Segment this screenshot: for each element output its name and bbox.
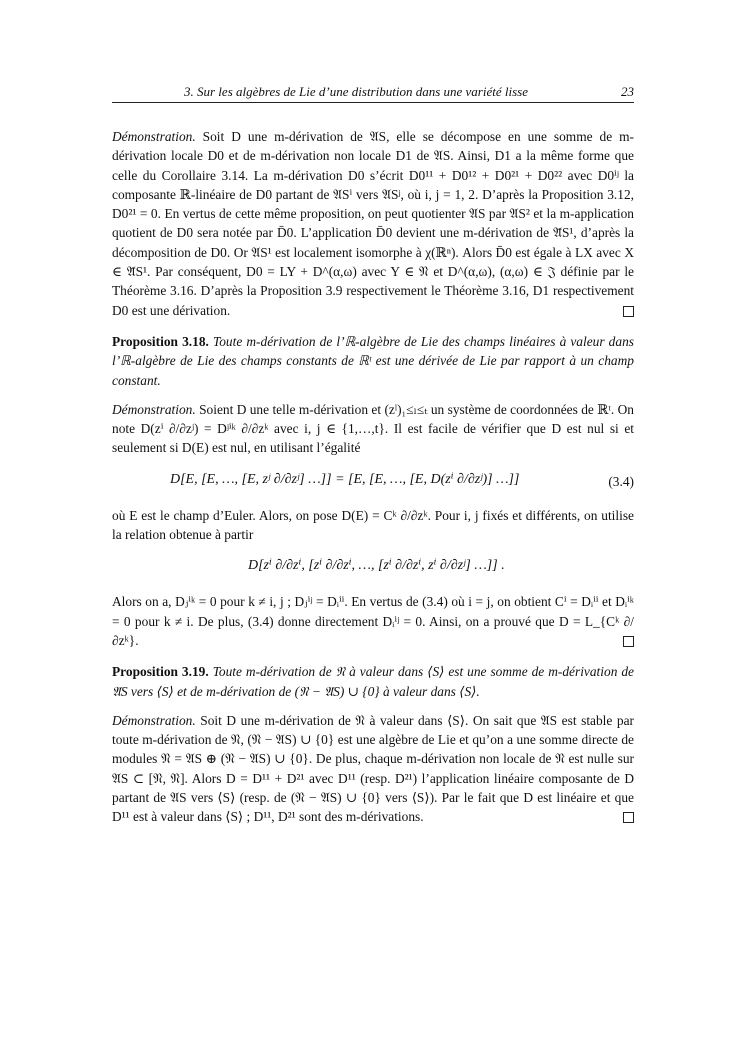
qed-square-icon [623,306,634,317]
qed-square-icon [623,636,634,647]
proof-text-b: où E est le champ d’Euler. Alors, on pose D(E) = Cᵏ ∂/∂zᵏ. Pour i, j fixés et différents, on utilise la relation obtenue à partir [112,507,634,543]
proof-text: Soit D une m-dérivation de 𝔄S, elle se décompose en une somme de m-dérivation locale D0 et de m-dérivation non locale D1 de 𝔄S. Ainsi, D1 a la même forme que celle du Corollaire 3.14. La m-dérivation D0 s’écrit D0¹¹ + D0¹² + D0²¹ + D0²² avec D0ⁱʲ la composante ℝ-linéaire de D0 partant de 𝔄Sⁱ vers 𝔄Sʲ, où i, j = 1, 2. D’après la Proposition 3.12, D0²¹ = 0. En vertus de cette même proposition, on peut quotienter 𝔄S par 𝔄S² et la m-application quotient de D0 sera notée par D̄0. L’application D̄0 devient une m-dérivation de 𝔄̄S¹, d’après la décomposition de D0. Or 𝔄S¹ est localement isomorphe à χ(ℝⁿ). Alors D̄0 est égale à LX avec X ∈ 𝔄̄S¹. Par conséquent, D0 = LY + D^(α,ω) avec Y ∈ 𝔑 et D^(α,ω), (α,ω) ∈ 𝔍 définie par le Théorème 3.16. D’après la Proposition 3.9 respectivement le Théorème 3.16, D1 respectivement D0 est une dérivation. [112,129,634,318]
proof-3 [112,711,634,827]
page [112,82,634,827]
proof-label: Démonstration. [112,712,196,728]
proof-2 [112,400,634,650]
proposition-3-18 [112,332,634,390]
proposition-label: Proposition 3.18. [112,333,209,349]
proposition-3-19 [112,662,634,701]
proof-text: Soit D une m-dérivation de 𝔑 à valeur dans ⟨S⟩. On sait que 𝔄S est stable par toute m-dérivation de 𝔑, (𝔑 − 𝔄S) ∪ {0} est une algèbre de Lie et qu’on a une somme directe de modules 𝔑 = 𝔄S ⊕ (𝔑 − 𝔄S) ∪ {0}. De plus, chaque m-dérivation non locale de 𝔑 est nulle sur 𝔄S ⊂ [𝔑, 𝔑]. Alors D = D¹¹ + D²¹ avec D¹¹ (resp. D²¹) l’application linéaire composante de D partant de 𝔄S vers ⟨S⟩ (resp. de (𝔑 − 𝔄S) ∪ {0} vers ⟨S⟩). Par le fait que D est linéaire et que D¹¹ est à valeur dans ⟨S⟩ ; D¹¹, D²¹ sont des m-dérivations. [112,712,634,825]
equation-body: D[zⁱ ∂/∂zⁱ, [zⁱ ∂/∂zⁱ, …, [zⁱ ∂/∂zⁱ, zⁱ ∂/∂zʲ] …]] . [248,558,505,574]
proof-text-c: Alors on a, Dⱼⁱᵏ = 0 pour k ≠ i, j ; Dⱼⁱʲ = Dᵢⁱⁱ. En vertus de (3.4) où i = j, on obtient Cⁱ = Dᵢⁱⁱ et Dᵢⁱᵏ = 0 pour k ≠ i. De plus, (3.4) donne directement Dᵢⁱʲ = 0. Ainsi, on a prouvé que D = L_{Cᵏ ∂/∂zᵏ}. [112,594,634,648]
running-header [112,82,634,103]
proposition-label: Proposition 3.19. [112,664,209,680]
proof-label: Démonstration. [112,129,196,144]
proof-text-a: Soient D une telle m-dérivation et (zˡ)₁≤ₗ≤ₜ un système de coordonnées de ℝᵗ. On note D(zⁱ ∂/∂zʲ) = Dʲⁱᵏ ∂/∂zᵏ avec i, j ∈ {1,…,t}. Il est facile de vérifier que D est nul si et seulement si D(E) est nul, en utilisant l’égalité [112,401,634,456]
equation-body: D[E, [E, …, [E, zʲ ∂/∂zʲ] …]] = [E, [E, …, [E, D(zⁱ ∂/∂zʲ)] …]] [170,471,520,487]
equation-number: (3.4) [608,473,634,489]
proof-1 [112,127,634,320]
equation-relation [112,544,634,592]
qed-square-icon [623,812,634,823]
proof-label: Démonstration. [112,401,196,417]
proposition-statement: Toute m-dérivation de l’ℝ-algèbre de Lie des champs linéaires à valeur dans l’ℝ-algèbre de Lie des champs constants de ℝᵗ est une dérivée de Lie par rapport à un champ constant. [112,333,634,388]
equation-3-4 [112,458,634,506]
page-number: 23 [621,84,634,99]
proposition-statement: Toute m-dérivation de 𝔑 à valeur dans ⟨S⟩ est une somme de m-dérivation de 𝔄S vers ⟨S⟩ et de m-dérivation de (𝔑 − 𝔄S) ∪ {0} à valeur dans ⟨S⟩. [112,664,634,699]
chapter-title: 3. Sur les algèbres de Lie d’une distribution dans une variété lisse [184,84,528,99]
